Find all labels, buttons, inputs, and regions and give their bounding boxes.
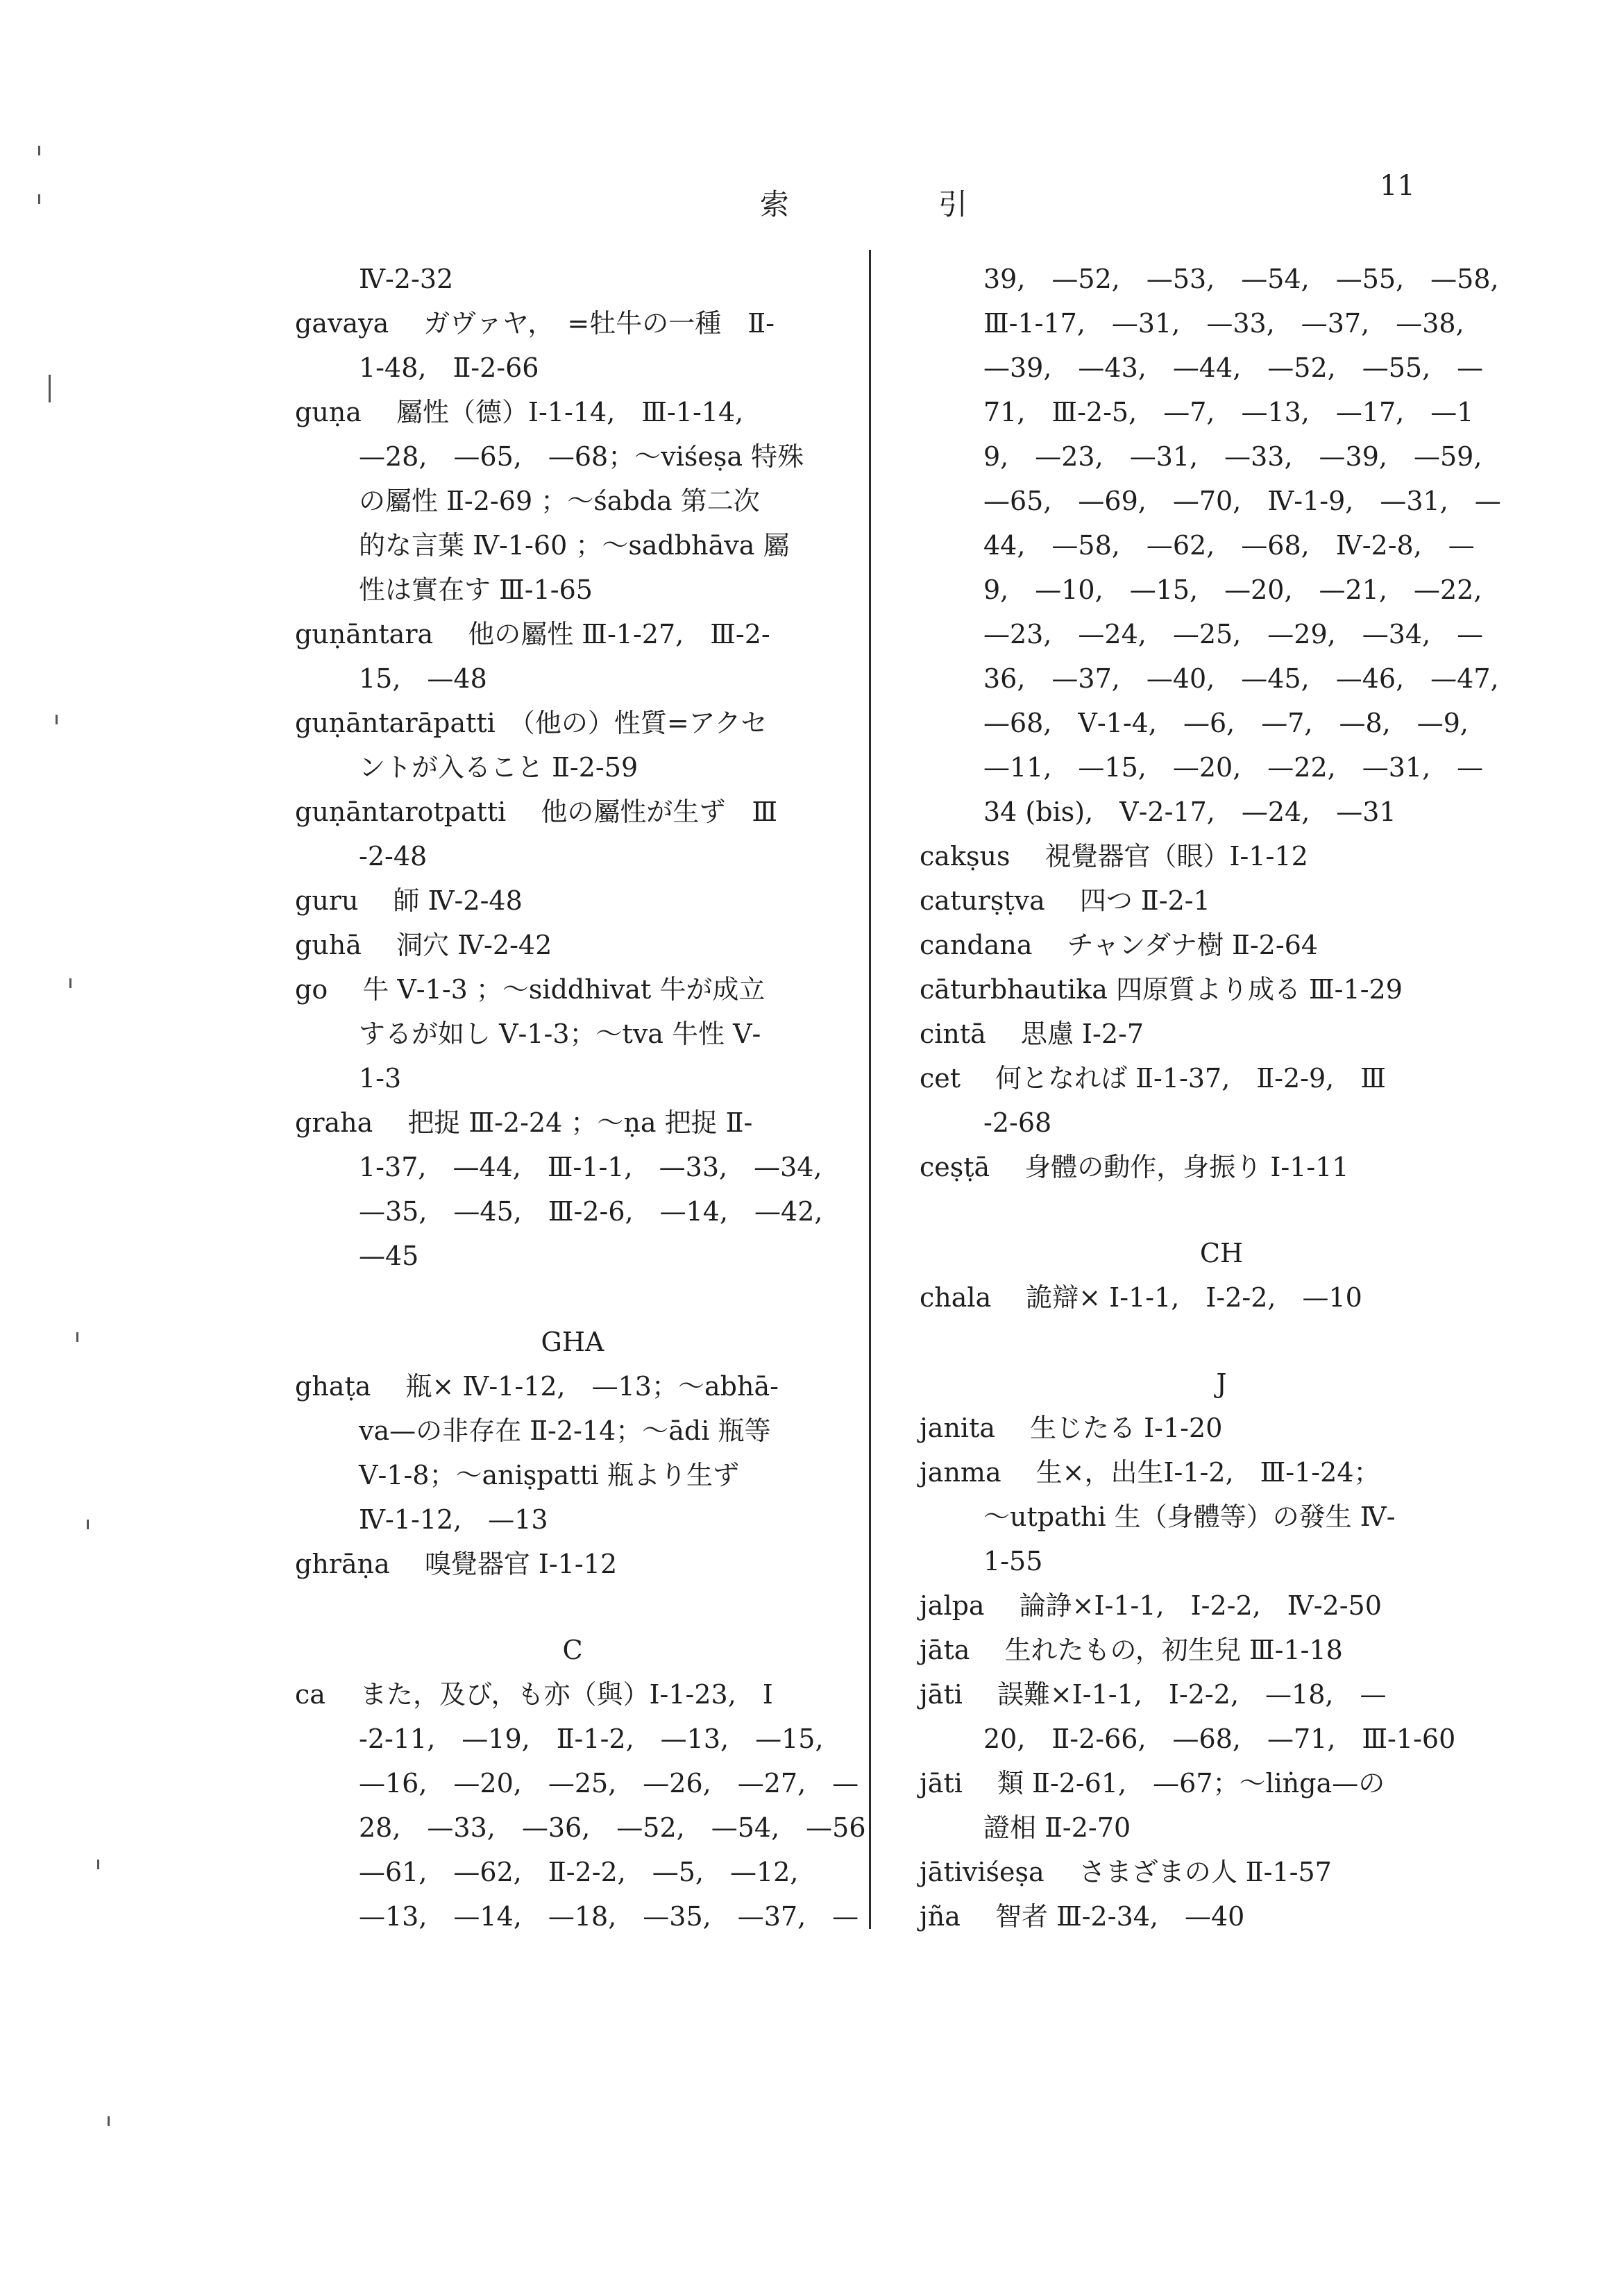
index-entry: go 牛 Ⅴ-1-3 ；～siddhivat 牛が成立 (295, 974, 766, 1005)
right-column (920, 257, 1523, 1939)
section-heading: J (1216, 1368, 1227, 1399)
index-entry: jalpa 論諍×Ⅰ-1-1, Ⅰ-2-2, Ⅳ-2-50 (920, 1590, 1382, 1621)
index-entry-continuation: —45 (359, 1241, 419, 1271)
index-entry-continuation: 36, —37, —40, —45, —46, —47, (983, 663, 1499, 694)
index-entry-continuation: —35, —45, Ⅲ-2-6, —14, —42, (359, 1196, 823, 1227)
index-entry-continuation: —68, Ⅴ-1-4, —6, —7, —8, —9, (983, 708, 1469, 738)
running-header-left: 索 (760, 187, 790, 221)
index-entry: jāta 生れたもの，初生兒 Ⅲ-1-18 (920, 1635, 1343, 1665)
margin-mark (97, 1860, 99, 1869)
index-entry: guṇāntarotpatti 他の屬性が生ず Ⅲ (295, 797, 778, 827)
index-entry-continuation: —61, —62, Ⅱ-2-2, —5, —12, (359, 1857, 799, 1887)
index-entry-continuation: —11, —15, —20, —22, —31, — (983, 752, 1484, 783)
section-gap (295, 1586, 850, 1628)
index-entry-continuation: —65, —69, —70, Ⅳ-1-9, —31, — (983, 486, 1501, 516)
margin-mark (69, 978, 71, 988)
section-gap (920, 1320, 1523, 1361)
index-entry: candana チャンダナ樹 Ⅱ-2-64 (920, 930, 1319, 960)
index-entry: jña 智者 Ⅲ-2-34, —40 (920, 1901, 1245, 1932)
index-entry-continuation: —16, —20, —25, —26, —27, — (359, 1768, 859, 1798)
index-entry: cet 何となれば Ⅱ-1-37, Ⅱ-2-9, Ⅲ (920, 1063, 1386, 1094)
column-divider (869, 250, 871, 1929)
index-entry: janita 生じたる Ⅰ-1-20 (920, 1413, 1223, 1443)
index-entry-continuation: 71, Ⅲ-2-5, —7, —13, —17, —1 (983, 397, 1474, 427)
index-entry-continuation: Ⅴ-1-8；～aniṣpatti 瓶より生ず (359, 1460, 740, 1490)
index-entry: cāturbhautika 四原質より成る Ⅲ-1-29 (920, 974, 1403, 1005)
index-entry: gavaya ガヴァヤ， =牡牛の一種 Ⅱ- (295, 308, 775, 339)
section-heading: CH (1199, 1238, 1244, 1268)
index-entry-continuation: ～utpathi 生（身體等）の發生 Ⅳ- (983, 1502, 1396, 1532)
index-entry: guru 師 Ⅳ-2-48 (295, 885, 523, 916)
index-entry: ceṣṭā 身體の動作，身振り Ⅰ-1-11 (920, 1152, 1349, 1182)
index-entry-continuation: 性は實在す Ⅲ-1-65 (359, 575, 593, 605)
index-entry-continuation: —13, —14, —18, —35, —37, — (359, 1901, 859, 1932)
index-entry-continuation: 證相 Ⅱ-2-70 (983, 1812, 1131, 1843)
section-gap (920, 1189, 1523, 1231)
index-entry: ca また，及び，も亦（與）Ⅰ-1-23, Ⅰ (295, 1679, 773, 1710)
index-entry-continuation: 39, —52, —53, —54, —55, —58, (983, 264, 1499, 294)
section-heading: GHA (541, 1327, 604, 1357)
margin-mark (108, 2116, 110, 2126)
index-entry: guṇāntarāpatti （他の）性質=アクセ (295, 708, 768, 738)
index-entry-continuation: 9, —23, —31, —33, —39, —59, (983, 441, 1482, 472)
index-entry: jāti 誤難×Ⅰ-1-1, Ⅰ-2-2, —18, — (920, 1679, 1387, 1710)
margin-mark (38, 194, 40, 204)
index-entry-continuation: -2-48 (359, 841, 428, 871)
index-entry-continuation: 的な言葉 Ⅳ-1-60 ；～sadbhāva 屬 (359, 530, 790, 561)
index-entry-continuation: -2-68 (983, 1107, 1052, 1138)
index-entry: graha 把捉 Ⅲ-2-24 ；～ṇa 把捉 Ⅱ- (295, 1107, 753, 1138)
margin-mark (76, 1332, 78, 1342)
left-column (295, 257, 866, 1939)
index-entry: guṇa 屬性（德）Ⅰ-1-14, Ⅲ-1-14, (295, 397, 744, 427)
index-entry-continuation: 44, —58, —62, —68, Ⅳ-2-8, — (983, 530, 1475, 561)
index-entry-continuation: -2-11, —19, Ⅱ-1-2, —13, —15, (359, 1724, 824, 1754)
index-entry-continuation: Ⅳ-1-12, —13 (359, 1504, 548, 1535)
index-entry-continuation: Ⅲ-1-17, —31, —33, —37, —38, (983, 308, 1464, 339)
index-entry-continuation: の屬性 Ⅱ-2-69 ；～śabda 第二次 (359, 486, 760, 516)
index-entry-continuation: Ⅳ-2-32 (359, 264, 454, 294)
index-entry: janma 生×，出生Ⅰ-1-2, Ⅲ-1-24； (920, 1457, 1380, 1488)
margin-mark (38, 146, 40, 155)
index-entry-continuation: 28, —33, —36, —52, —54, —56 (359, 1812, 866, 1843)
index-entry-continuation: ントが入ること Ⅱ-2-59 (359, 752, 638, 783)
index-entry-continuation: 20, Ⅱ-2-66, —68, —71, Ⅲ-1-60 (983, 1724, 1456, 1754)
index-entry-continuation: 9, —10, —15, —20, —21, —22, (983, 575, 1482, 605)
index-entry-continuation: 1-55 (983, 1546, 1043, 1576)
section-gap (295, 1278, 850, 1320)
index-entry: cintā 思慮 Ⅰ-2-7 (920, 1019, 1144, 1049)
margin-mark (87, 1520, 89, 1529)
index-entry-continuation: 15, —48 (359, 663, 487, 694)
index-entry-continuation: —28, —65, —68；～viśeṣa 特殊 (359, 441, 804, 472)
section-heading: C (562, 1635, 583, 1665)
index-entry-continuation: —23, —24, —25, —29, —34, — (983, 619, 1484, 649)
margin-mark (56, 715, 58, 724)
index-entry: ghaṭa 瓶× Ⅳ-1-12, —13；～abhā- (295, 1371, 779, 1402)
margin-mark (49, 375, 51, 402)
index-entry: jātiviśeṣa さまざまの人 Ⅱ-1-57 (920, 1857, 1332, 1887)
index-entry-continuation: 1-3 (359, 1063, 402, 1094)
index-entry-continuation: 1-48, Ⅱ-2-66 (359, 352, 539, 383)
index-entry: cakṣus 視覺器官（眼）Ⅰ-1-12 (920, 841, 1308, 871)
index-entry: caturṣṭva 四つ Ⅱ-2-1 (920, 885, 1210, 916)
index-entry: ghrāṇa 嗅覺器官 Ⅰ-1-12 (295, 1549, 618, 1579)
index-entry: chala 詭辯× Ⅰ-1-1, Ⅰ-2-2, —10 (920, 1282, 1362, 1313)
index-entry-continuation: 1-37, —44, Ⅲ-1-1, —33, —34, (359, 1152, 822, 1182)
index-entry-continuation: —39, —43, —44, —52, —55, — (983, 352, 1484, 383)
page-number: 11 (1380, 170, 1415, 202)
index-entry: guhā 洞穴 Ⅳ-2-42 (295, 930, 552, 960)
index-entry: guṇāntara 他の屬性 Ⅲ-1-27, Ⅲ-2- (295, 619, 770, 649)
index-entry: jāti 類 Ⅱ-2-61, —67；～liṅga—の (920, 1768, 1385, 1798)
index-entry-continuation: 34 (bis), Ⅴ-2-17, —24, —31 (983, 797, 1396, 827)
running-header-right: 引 (938, 187, 968, 221)
index-entry-continuation: va—の非存在 Ⅱ-2-14；～ādi 瓶等 (359, 1415, 771, 1446)
index-entry-continuation: するが如し Ⅴ-1-3；～tva 牛性 Ⅴ- (359, 1019, 761, 1049)
